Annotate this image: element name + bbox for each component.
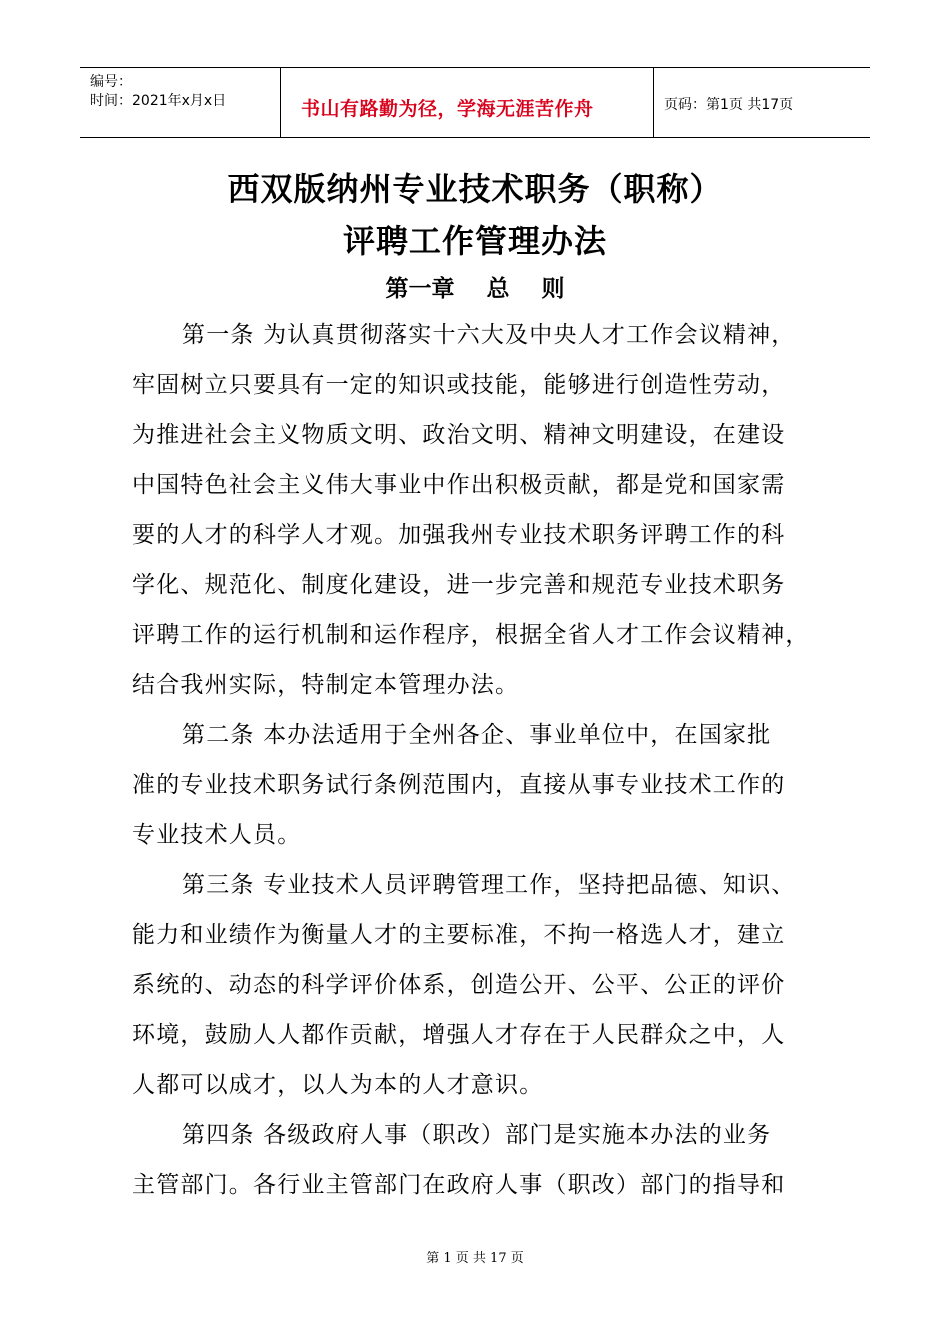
body-line: 准的专业技术职务试行条例范围内，直接从事专业技术工作的 [132, 772, 786, 798]
body-line: 环境，鼓励人人都作贡献，增强人才存在于人民群众之中，人 [132, 1022, 786, 1048]
document-number-label: 编号： [90, 74, 132, 90]
body-line: 第一条 为认真贯彻落实十六大及中央人才工作会议精神， [182, 322, 796, 348]
body-line: 人都可以成才，以人为本的人才意识。 [132, 1072, 544, 1098]
header-meta-cell [80, 68, 281, 137]
body-line: 要的人才的科学人才观。加强我州专业技术职务评聘工作的科 [132, 522, 786, 548]
header-motto: 书山有路勤为径，学海无涯苦作舟 [301, 98, 594, 120]
body-line: 结合我州实际，特制定本管理办法。 [132, 672, 520, 698]
body-line: 能力和业绩作为衡量人才的主要标准，不拘一格选人才，建立 [132, 922, 786, 948]
body-line: 学化、规范化、制度化建设，进一步完善和规范专业技术职务 [132, 572, 786, 598]
header-page-cell [654, 68, 870, 137]
body-line: 系统的、动态的科学评价体系，创造公开、公平、公正的评价 [132, 972, 786, 998]
chapter-heading: 第一章 总 则 [385, 275, 565, 302]
body-line: 主管部门。各行业主管部门在政府人事（职改）部门的指导和 [132, 1172, 786, 1198]
body-line: 中国特色社会主义伟大事业中作出积极贡献，都是党和国家需 [132, 472, 786, 498]
body-line: 第四条 各级政府人事（职改）部门是实施本办法的业务 [182, 1122, 772, 1148]
document-header [80, 67, 870, 138]
body-line: 第三条 专业技术人员评聘管理工作，坚持把品德、知识、 [182, 872, 796, 898]
page-footer: 第 1 页 共 17 页 [426, 1251, 524, 1266]
body-line: 为推进社会主义物质文明、政治文明、精神文明建设，在建设 [132, 422, 786, 448]
document-title-line-1: 西双版纳州专业技术职务（职称） [227, 170, 723, 208]
header-page-label: 页码：第1页 共17页 [664, 97, 794, 113]
body-line: 评聘工作的运行机制和运作程序，根据全省人才工作会议精神， [132, 622, 810, 648]
header-motto-cell [281, 68, 654, 137]
body-line: 专业技术人员。 [132, 822, 302, 848]
body-line: 牢固树立只要具有一定的知识或技能，能够进行创造性劳动， [132, 372, 786, 398]
body-line: 第二条 本办法适用于全州各企、事业单位中，在国家批 [182, 722, 772, 748]
document-title-line-2: 评聘工作管理办法 [342, 222, 607, 260]
document-time-label: 时间：2021年x月x日 [90, 93, 227, 109]
